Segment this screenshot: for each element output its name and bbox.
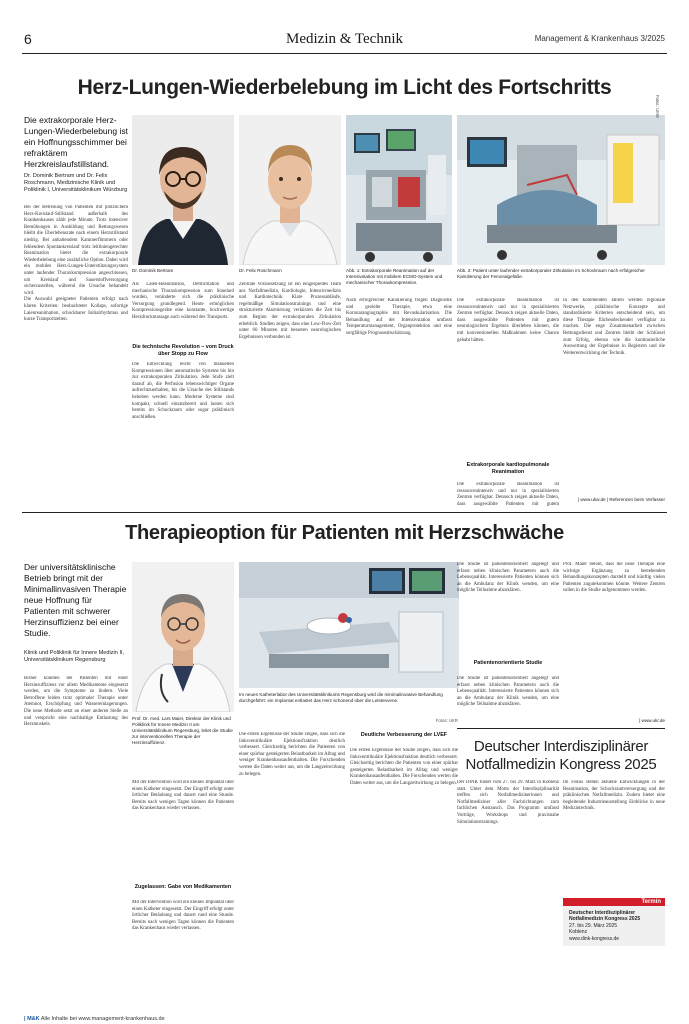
article2-lede: Der universitätsklinische Betrieb bringt mit der Minimallinvasiven Therapie neue Hoffnung für Patienten mit schwerer Herzinsuffizienz bei einer Studie. <box>24 562 127 638</box>
article1-column-2b: Die Entwicklung reicht von manuellen Kompressionen über automatische Systeme bis hin zur extrakorporalen Zirkulation. Jede Stufe zielt darauf ab, die Perfusion lebenswichtiger Organe aufrechtzuerhalten, bis die Ursache des Stillstands behoben werden kann. Moderne Systeme sind kompakt, schnell einsatzbereit und lassen sich bereits im Schockraum oder sogar präklinisch anschließen. <box>132 362 234 420</box>
article3-column-2: Im Fokus stehen aktuelle Entwicklungen in der Reanimation, der Schockraumversorgung und der präklinischen Notfallmedizin. Zudem bietet eine begleitende Industrieausstellung Einblicke in neue Medizintechnik. <box>563 780 665 812</box>
article1-column-5: In den kommenden Jahren werden regionale Netzwerke, präklinische Konzepte und standardisierte Kriterien entscheidend sein, um diese Therapie flächendeckender verfügbar zu machen. Die enge Zusammenarbeit zwischen Rettungsdienst und Zentren bleibt der Schlüssel zum Erfolg, ebenso wie die kontinuierliche Auswertung der Ergebnisse in Registern und die Weiterentwicklung der Technik. <box>563 298 665 356</box>
article1-column-4b: Die extrakorporale Reanimation ist ressourcenintensiv und nur in spezialisierten Zentren verfügbar. Dennoch zeigen aktuelle Daten, dass ausgewählte Patienten mit gutem neurologischem Ergebnis überleben können, die mit konventionellen Maßnahmen keine Chance gehabt hätten. <box>457 298 559 343</box>
icu-caption-1: Abb. 1: Extrakorporale Reanimation auf der Intensivstation mit mobilem ECMO-System und mechanischer Thoraxkompression. <box>346 268 443 285</box>
professor-caption: Prof. Dr. med. Lars Maier, Direktor der Klinik und Poliklinik für Innere Medizin II am Universitätsklinikum Regensburg, leitet die Studie zur interventionellen Therapie der Herzinsuffizienz. <box>132 716 233 745</box>
article1-column-1: Bei der Betreuung von Patienten mit plötzlichem Herz-Kreislauf-Stillstand außerhalb des Krankenhauses zählt jede Minute. Trotz intensiver Bemühungen in Ausbildung und Rettungswesen bleibt die Überlebensrate nach einem Herzstillstand niedrig. Bei anhaltendem Kammerflimmern oder fehlendem Spontankreislauf trotz leitliniengerechter Reanimation bietet die extrakorporale Wiederbelebung eine zusätzliche Option. Dabei wird ein mobiles Herz-Lungen-Unterstützungssystem unter laufender Thoraxkompression angeschlossen, um Kreislauf und Sauerstoffversorgung sicherzustellen, während die Ursache behandelt wird. Die Auswahl geeigneter Patienten erfolgt nach klaren Kriterien: beobachteter Kollaps, sofortige Laienreanimation, schockbarer Initialrhythmus und kurze Transportzeiten. <box>24 205 128 323</box>
article1-column-4c: Die extrakorporale Reanimation ist ressourcenintensiv und nur in spezialisierten Zentren verfügbar. Dennoch zeigen aktuelle Daten, dass ausgewählte Patienten mit gutem <box>457 482 559 507</box>
event-info-header: Termin <box>563 898 665 906</box>
article2-subhead-3: Patientenorientierte Studie <box>473 660 543 666</box>
section-title: Medizin & Technik <box>286 31 403 47</box>
page-number: 6 <box>24 31 32 47</box>
article1-column-4: Nach erfolgreicher Kanülierung folgen Diagnostik und gezielte Therapie, etwa eine Koronarangiographie mit Revaskularisation. Die Behandlung auf der Intensivstation umfasst Temperaturmanagement, Organprotektion und eine sorgfältige Prognoseabschätzung. <box>346 298 452 336</box>
footer-text[interactable]: Alle Inhalte bei www.management-krankenhaus.de <box>40 1016 165 1022</box>
issue-label: Management & Krankenhaus 3/2025 <box>534 34 665 43</box>
article2-headline: Therapieoption für Patienten mit Herzschwäche <box>125 522 564 544</box>
portrait-photo-1 <box>132 115 234 265</box>
portrait-caption-1: Dr. Dominik Bertram <box>132 268 174 273</box>
article1-column-3: Zentrale Voraussetzung ist ein eingespieltes Team aus Notfallmedizin, Kardiologie, Intensivmedizin und Kardiotechnik. Klare Prozessabläufe, regelmäßige Simulationstrainings und eine strukturierte Alarmierung verkürzen die Zeit bis zum Beginn der extrakorporalen Zirkulation erheblich. Studien zeigen, dass eine Low-Flow-Zeit unter 60 Minuten mit besseren neurologischen Ergebnissen verbunden ist. <box>239 282 341 340</box>
page-footer <box>24 1016 165 1022</box>
article1-source: | www.ukw.de | Referenzen beim Verfasser <box>577 497 665 502</box>
header-rule <box>22 53 667 54</box>
article2-column-5: Die Studie ist patientenorientiert angelegt und erfasst neben klinischen Parametern auch die Lebensqualität. Interessierte Patienten können sich an die Ambulanz der Klinik wenden, um eine mögliche Teilnahme abzuklären. <box>457 562 559 594</box>
event-info-place: Koblenz <box>569 929 588 936</box>
article1-lede: Die extrakorporale Herz-Lungen-Wiederbelebung ist ein Hoffnungsschimmer bei refraktärem Herzkreislaufstillstand. <box>24 115 128 169</box>
photo-credit-2: Fotos: UKR <box>435 718 458 723</box>
article1-subhead-1: Die technische Revolution – vom Druck über Stopp zu Flow <box>132 344 234 357</box>
article1-subhead-2: Extrakorporale kardiopulmonale Reanimation <box>466 462 550 475</box>
article2-subhead-1: Zugelassen: Gabe von Medikamenten <box>134 884 232 890</box>
event-info-title: Deutscher Interdisziplinärer Notfallmedizin Kongress 2025 <box>569 910 641 923</box>
icu-photo-1 <box>346 115 452 265</box>
article1-byline: Dr. Dominik Bertram und Dr. Felix Roschmann, Medizinische Klinik und Poliklinik I, Universitätsklinikum Würzburg <box>24 173 128 193</box>
portrait-photo-2 <box>239 115 341 265</box>
icu-caption-2: Abb. 2: Patient unter laufender extrakorporaler Zirkulation im Schockraum nach erfolgreicher Kanülierung der Femoralgefäße. <box>457 268 645 279</box>
article1-column-2: Als Laien-Reanimation, Defibrillation und mechanische Thoraxkompression zum Standard wurden, veränderte sich die präklinische Versorgung grundlegend. Heute ermöglichen Kompressionsgeräte eine konstante, hochwertige Herzdruckmassage auch während des Transports. <box>132 282 234 320</box>
footer-prefix: | M&K <box>24 1016 40 1022</box>
event-info-date: 27. bis 29. März 2025 <box>569 922 618 929</box>
article3-headline: Deutscher Interdisziplinärer Notfallmedizin Kongress 2025 <box>465 738 657 773</box>
article2-subhead-2: Deutliche Verbesserung der LVEF <box>360 732 448 738</box>
icu-photo-2 <box>457 115 665 265</box>
article2-column-2b: Mit der Intervention wird ein kleines Implantat über einen Katheter eingesetzt. Der Eingriff erfolgt unter örtlicher Betäubung und dauert rund eine Stunde. Bereits nach wenigen Tagen können die Patienten das Krankenhaus wieder verlassen. <box>132 900 234 932</box>
article2-source: | www.ukr.de <box>639 718 665 723</box>
article3-column-1: Der DINK findet vom 27. bis 29. März in Koblenz statt. Unter dem Motto der Interdisziplinarität treffen sich Notfallmedizinerinnen und Notfallmediziner aller Fachrichtungen zum fachlichen Austausch. Das Programm umfasst Vorträge, Workshops und praxisnahe Simulationstrainings. <box>457 780 559 825</box>
article2-column-5b: Die Studie ist patientenorientiert angelegt und erfasst neben klinischen Parametern auch die Lebensqualität. Interessierte Patienten können sich an die Ambulanz der Klinik wenden, um eine mögliche Teilnahme abzuklären. <box>457 676 559 708</box>
cathlab-photo <box>239 562 459 688</box>
photo-credit-1: Fotos: UKW <box>655 94 660 118</box>
article2-column-3: Die ersten Ergebnisse der Studie zeigen, dass sich die linksventrikuläre Ejektionsfraktion deutlich verbessert. Gleichzeitig berichten die Patienten von einer spürbar gesteigerten Belastbarkeit im Alltag und weniger Krankenhausaufenthalten. Die Forschenden werten die Daten weiter aus, um die Langzeitwirkung zu belegen. <box>239 732 345 777</box>
event-info-web[interactable]: www.dink-kongress.de <box>569 935 620 942</box>
article2-column-4: Die ersten Ergebnisse der Studie zeigen, dass sich die linksventrikuläre Ejektionsfraktion deutlich verbessert. Gleichzeitig berichten die Patienten von einer spürbar gesteigerten Belastbarkeit im Alltag und weniger Krankenhausaufenthalten. Die Forschenden werten die Daten weiter aus, um die Langzeitwirkung zu belegen. <box>350 748 458 786</box>
article2-column-6: Prof. Maier betont, dass die neue Therapie eine wichtige Ergänzung zu bestehenden Behandlungskonzepten darstellt und künftig vielen Patienten zugutekommen könnte. Weitere Zentren sollen in die Studie aufgenommen werden. <box>563 562 665 594</box>
article2-column-1: Bisher konnten bei Patienten mit einer Herzinsuffizienz vor allem Medikamente eingesetzt werden, um die Symptome zu lindern. Viele Betroffene leiden trotz optimaler Therapie unter Atemnot, Erschöpfung und Wassereinlagerungen. Die neue Methode setzt an einer anderen Stelle an und verspricht eine nachhaltige Entlastung des Herzmuskels. <box>24 676 128 728</box>
professor-portrait <box>132 562 234 712</box>
cathlab-caption: Im neuen Katheterlabor des Universitätsklinikums Regensburg wird die minimalinvasive Behandlung durchgeführt: ein Implantat entlastet das Herz schonend über die Leistenvene. <box>239 692 443 703</box>
article2-byline: Klinik und Poliklinik für Innere Medizin II, Universitätsklinikum Regensburg <box>24 650 125 663</box>
article1-headline: Herz-Lungen-Wiederbelebung im Licht des Fortschritts <box>77 76 612 99</box>
event-info-box <box>563 898 665 946</box>
portrait-caption-2: Dr. Felix Roschmann <box>239 268 282 273</box>
event-info-body <box>563 906 665 946</box>
article-divider-1 <box>22 512 667 513</box>
article2-column-2: Mit der Intervention wird ein kleines Implantat über einen Katheter eingesetzt. Der Eingriff erfolgt unter örtlicher Betäubung und dauert rund eine Stunde. Bereits nach wenigen Tagen können die Patienten das Krankenhaus wieder verlassen. <box>132 780 234 812</box>
article-divider-2 <box>457 728 665 729</box>
